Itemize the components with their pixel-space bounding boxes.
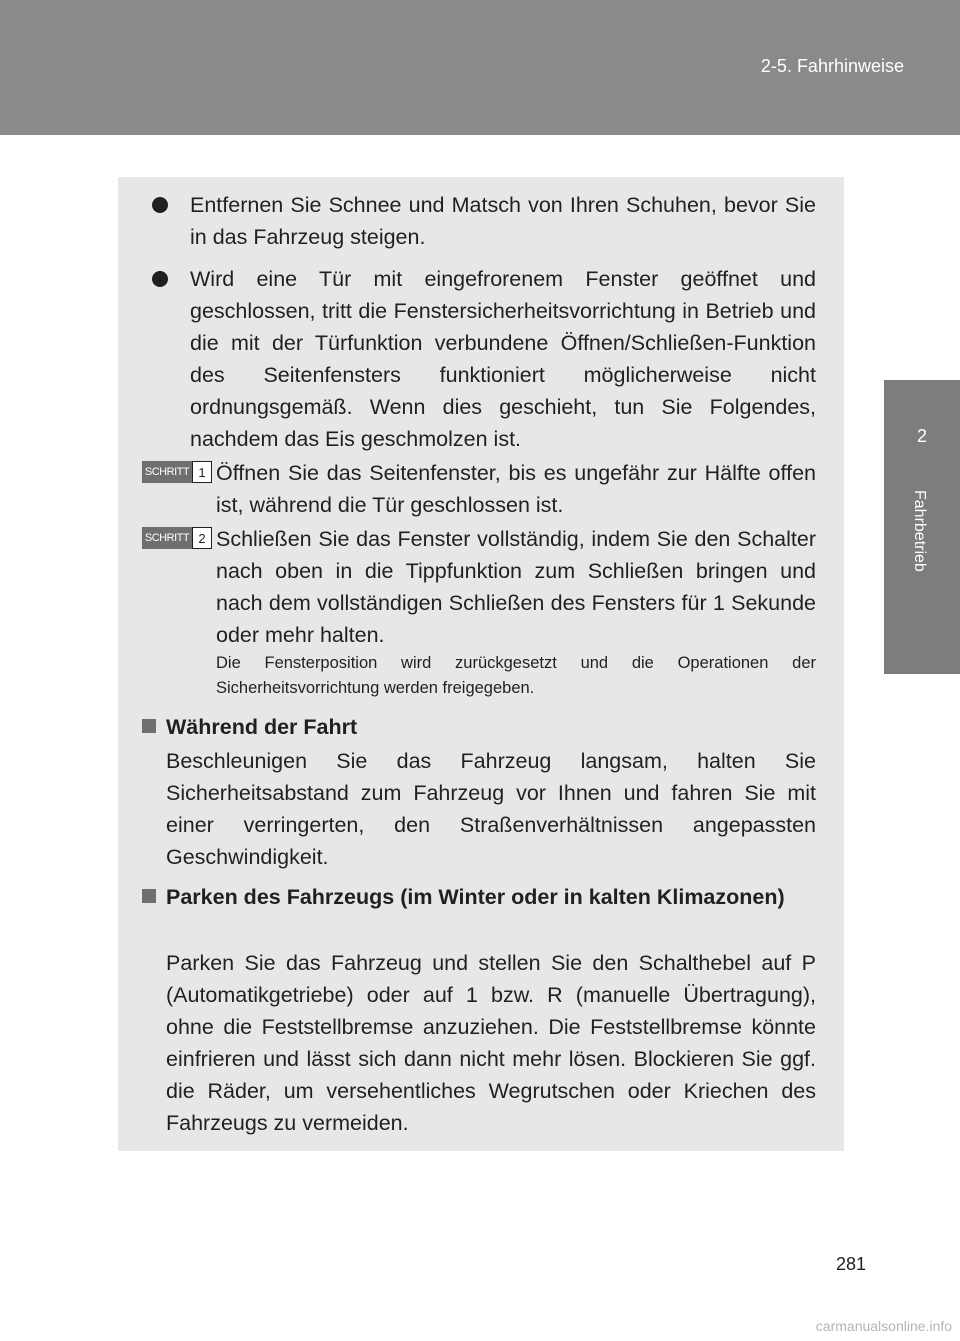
step-badge-label: SCHRITT: [142, 527, 192, 549]
chapter-label: Fahrbetrieb: [911, 490, 928, 572]
section-heading: Parken des Fahrzeugs (im Winter oder in kalten Klimazonen): [166, 885, 785, 909]
header-band: [0, 0, 960, 135]
heading-square-icon: [142, 719, 156, 733]
section-heading: Während der Fahrt: [166, 715, 358, 739]
bullet-dot-icon: [152, 197, 168, 213]
chapter-tab: [884, 380, 960, 674]
step-badge-label: SCHRITT: [142, 461, 192, 483]
step-badge-number: 2: [192, 527, 212, 549]
heading-square-icon: [142, 889, 156, 903]
step-text: Schließen Sie das Fenster vollständig, indem Sie den Schalter nach oben in die Tippfunktion zum Schließen bringen und nach dem vollständigen Schließen des Fensters für 1 Sekunde oder mehr halten.: [216, 527, 816, 647]
section-paragraph: Parken Sie das Fahrzeug und stellen Sie den Schalthebel auf P (Automatikgetriebe) oder auf 1 bzw. R (manuelle Übertragung), ohne die Feststellbremse anzuziehen. Die Feststellbremse könnte einfrieren und lässt sich dann nicht mehr lösen. Blockieren Sie ggf. die Räder, um versehentliches Wegrutschen oder Kriechen des Fahrzeugs zu vermeiden.: [166, 951, 816, 1135]
bullet-text: Wird eine Tür mit eingefrorenem Fenster geöffnet und geschlossen, tritt die Fenstersicherheitsvorrichtung in Betrieb und die mit der Türfunktion verbundene Öffnen/Schließen-Funktion des Seitenfensters funktioniert möglicherweise nicht ordnungsgemäß. Wenn dies geschieht, tun Sie Folgendes, nachdem das Eis geschmolzen ist.: [190, 267, 816, 451]
step-badge: [142, 461, 212, 483]
step-text: Öffnen Sie das Seitenfenster, bis es ungefähr zur Hälfte offen ist, während die Tür geschlossen ist.: [216, 461, 816, 517]
watermark: carmanualsonline.info: [815, 1318, 952, 1334]
step-badge-number: 1: [192, 461, 212, 483]
info-box: [118, 177, 844, 1151]
section-title: 2-5. Fahrhinweise: [760, 56, 904, 76]
chapter-number: 2: [916, 426, 927, 446]
bullet-dot-icon: [152, 271, 168, 287]
bullet-text: Entfernen Sie Schnee und Matsch von Ihren Schuhen, bevor Sie in das Fahrzeug steigen.: [190, 193, 816, 249]
page-number: 281: [835, 1254, 866, 1274]
step-note: Die Fensterposition wird zurückgesetzt und die Operationen der Sicherheitsvorrichtung werden freigegeben.: [216, 654, 816, 697]
section-paragraph: Beschleunigen Sie das Fahrzeug langsam, halten Sie Sicherheitsabstand zum Fahrzeug vor Ihnen und fahren Sie mit einer verringerten, den Straßenverhältnissen angepassten Geschwindigkeit.: [166, 749, 816, 869]
step-badge: [142, 527, 212, 549]
